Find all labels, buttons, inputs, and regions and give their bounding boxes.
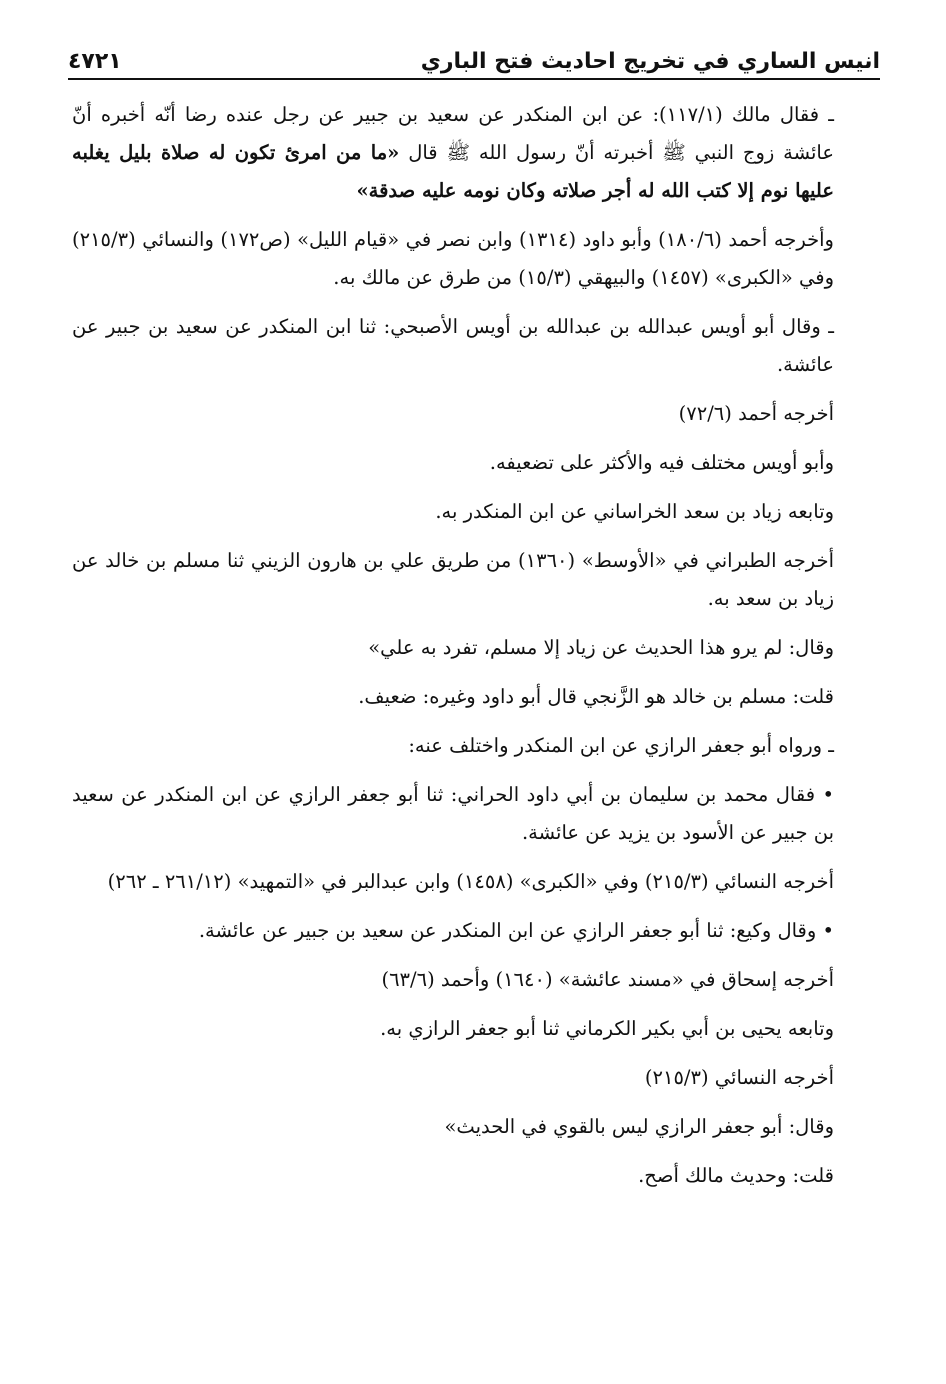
paragraph-text: وتابعه يحيى بن أبي بكير الكرماني ثنا أبو جعفر الرازي به. (380, 1017, 834, 1040)
paragraph (72, 96, 880, 210)
paragraph (72, 863, 880, 901)
paragraph-text: ـ وقال أبو أويس عبدالله بن عبدالله بن أويس الأصبحي: ثنا ابن المنكدر عن سعيد بن جبير عن عائشة. (72, 315, 834, 376)
paragraph (72, 678, 880, 716)
paragraph-text: قلت: مسلم بن خالد هو الزَّنجي قال أبو داود وغيره: ضعيف. (358, 685, 834, 708)
paragraph-text: وأبو أويس مختلف فيه والأكثر على تضعيفه. (489, 451, 834, 474)
paragraph-text: قلت: وحديث مالك أصح. (638, 1164, 834, 1187)
hadith-text: «ما من امرئ تكون له صلاة بليل يغلبه عليها نوم إلا كتب الله له أجر صلاته وكان نومه عليه صدقة» (72, 141, 834, 202)
paragraph (72, 542, 880, 618)
paragraph (72, 1010, 880, 1048)
paragraph-text: أخرجه النسائي (٢١٥/٣) (644, 1066, 834, 1089)
paragraph (72, 961, 880, 999)
paragraph-text: أخرجه النسائي (٢١٥/٣) وفي «الكبرى» (١٤٥٨) وابن عبدالبر في «التمهيد» (٢٦١/١٢ ـ ٢٦٢) (107, 870, 834, 893)
paragraph (72, 308, 880, 384)
paragraph (72, 1157, 880, 1195)
paragraph (72, 912, 880, 950)
paragraph-text: • فقال محمد بن سليمان بن أبي داود الحراني: ثنا أبو جعفر الرازي عن ابن المنكدر عن سعيد بن جبير عن الأسود بن يزيد عن عائشة. (72, 783, 834, 844)
paragraph-text: ـ فقال مالك (١١٧/١): عن ابن المنكدر عن سعيد بن جبير عن رجل عنده رضا أنّه أخبره أنّ عائشة زوج النبي ﷺ أخبرته أنّ رسول الله ﷺ قال (72, 103, 834, 164)
paragraph (72, 395, 880, 433)
paragraph-text: أخرجه الطبراني في «الأوسط» (١٣٦٠) من طريق علي بن هارون الزيني ثنا مسلم بن خالد عن زياد بن سعد به. (72, 549, 834, 610)
paragraph-text: وأخرجه أحمد (١٨٠/٦) وأبو داود (١٣١٤) وابن نصر في «قيام الليل» (ص١٧٢) والنسائي (٢١٥/٣) وفي «الكبرى» (١٤٥٧) والبيهقي (١٥/٣) من طرق عن مالك به. (72, 228, 834, 289)
paragraph (72, 221, 880, 297)
page-body (72, 96, 880, 1206)
paragraph (72, 629, 880, 667)
paragraph-text: • وقال وكيع: ثنا أبو جعفر الرازي عن ابن المنكدر عن سعيد بن جبير عن عائشة. (198, 919, 834, 942)
paragraph (72, 493, 880, 531)
page-number: ٤٧٢١ (68, 49, 122, 74)
paragraph-text: وتابعه زياد بن سعد الخراساني عن ابن المنكدر به. (435, 500, 834, 523)
paragraph-text: أخرجه إسحاق في «مسند عائشة» (١٦٤٠) وأحمد (٦٣/٦) (381, 968, 834, 991)
paragraph (72, 1059, 880, 1097)
paragraph (72, 776, 880, 852)
page-header (68, 34, 880, 80)
paragraph (72, 727, 880, 765)
paragraph-text: أخرجه أحمد (٧٢/٦) (678, 402, 834, 425)
paragraph-text: وقال: أبو جعفر الرازي ليس بالقوي في الحديث» (444, 1115, 834, 1138)
running-title: انيس الساري في تخريج احاديث فتح الباري (420, 49, 880, 74)
paragraph-text: ـ ورواه أبو جعفر الرازي عن ابن المنكدر واختلف عنه: (408, 734, 834, 757)
paragraph-text: وقال: لم يرو هذا الحديث عن زياد إلا مسلم، تفرد به علي» (368, 636, 834, 659)
paragraph (72, 444, 880, 482)
paragraph (72, 1108, 880, 1146)
